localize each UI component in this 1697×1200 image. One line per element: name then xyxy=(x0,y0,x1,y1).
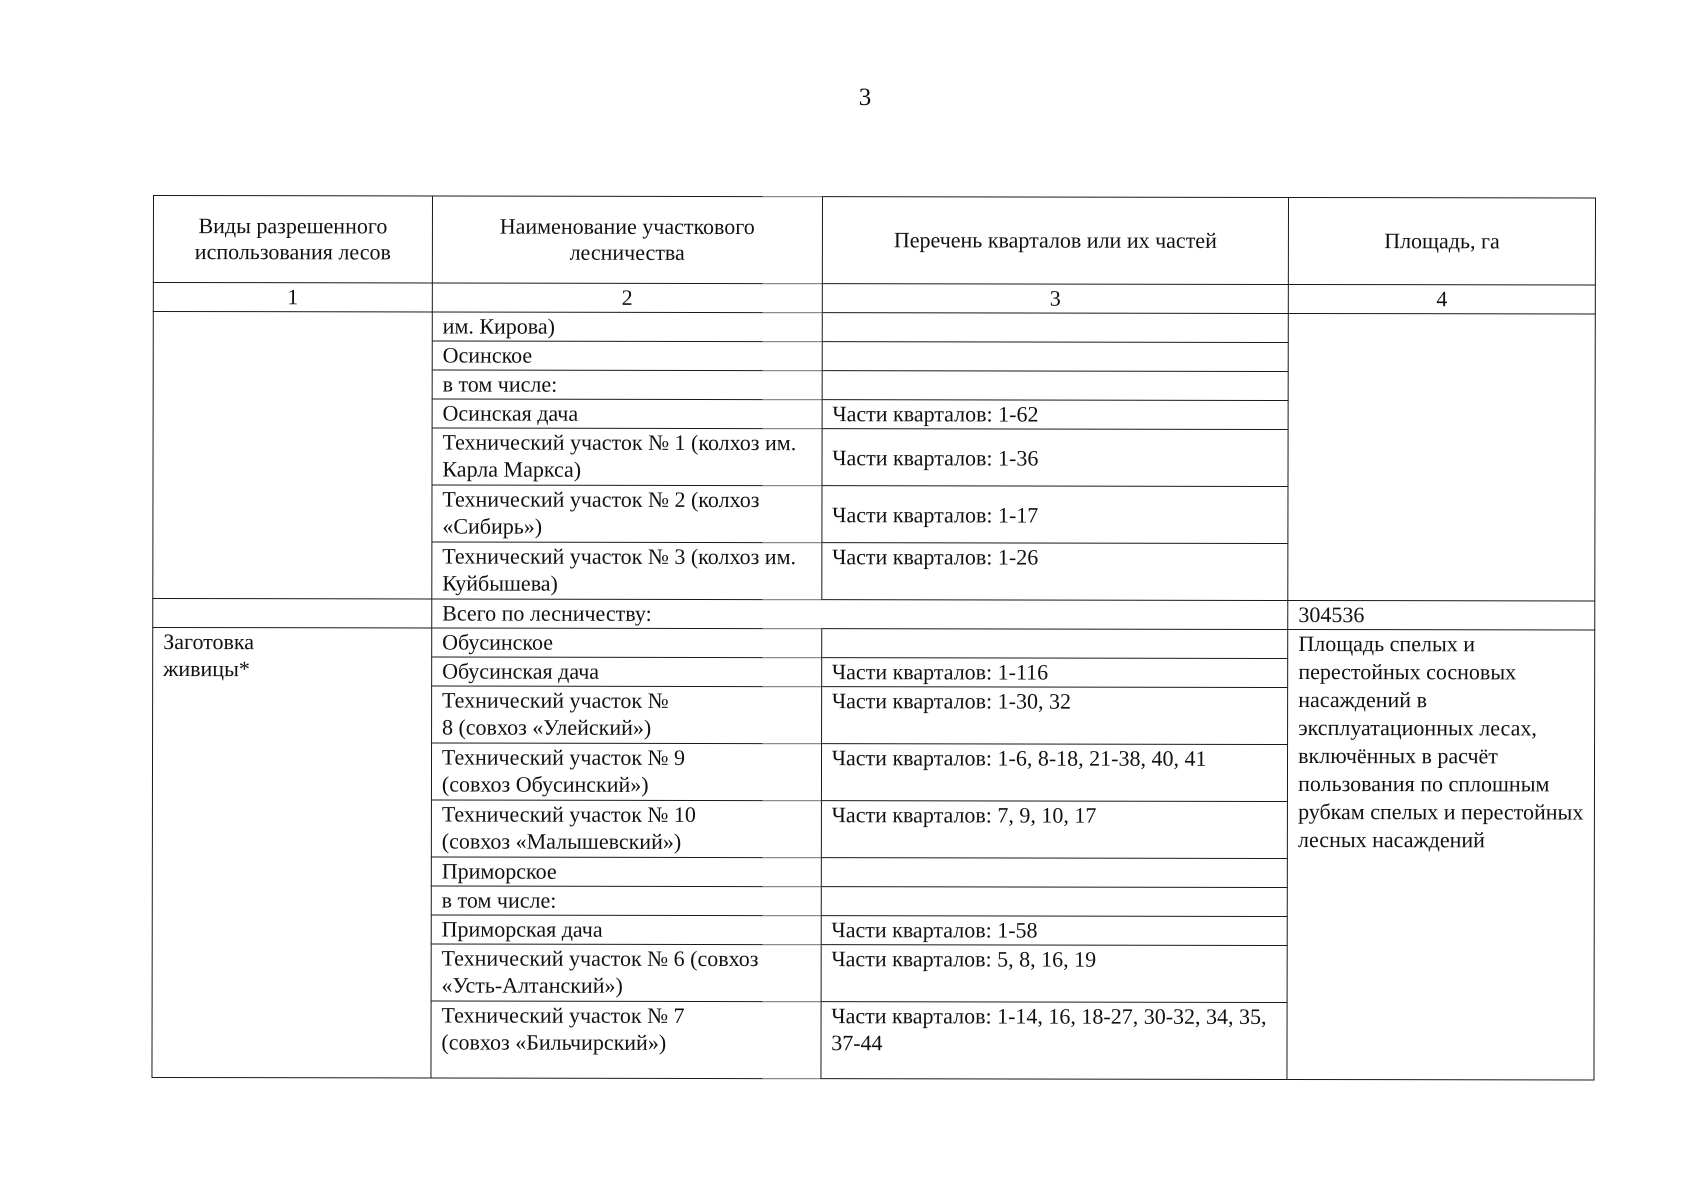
header-use-type: Виды разрешенного использования лесов xyxy=(153,196,432,283)
column-number: 1 xyxy=(153,283,432,312)
quarters-cell xyxy=(821,887,1287,917)
forestry-name-cell: Технический участок № 1 (колхоз им. Карла Маркса) xyxy=(432,428,822,486)
forestry-name-cell: Обусинское xyxy=(432,628,822,658)
use-type-cell-empty xyxy=(153,312,432,599)
forestry-name-cell: Технический участок № 9 (совхоз Обусинский») xyxy=(431,743,821,801)
forest-use-table xyxy=(151,195,1596,1081)
quarters-cell xyxy=(822,342,1288,372)
forestry-name-cell: Осинское xyxy=(432,341,822,371)
page-number: 3 xyxy=(858,84,872,111)
quarters-cell: Части кварталов: 1-14, 16, 18-27, 30-32, 34, 35, 37-44 xyxy=(821,1002,1288,1080)
quarters-cell: Части кварталов: 1-17 xyxy=(822,486,1289,544)
table-header-row xyxy=(153,196,1595,286)
header-forestry-name: Наименование участкового лесничества xyxy=(432,196,822,284)
quarters-cell: Части кварталов: 1-58 xyxy=(821,916,1287,946)
total-area: 304536 xyxy=(1288,600,1595,630)
column-number: 4 xyxy=(1288,284,1595,314)
header-quarters-list: Перечень кварталов или их частей xyxy=(822,197,1289,285)
forestry-name-cell: Технический участок № 7 (совхоз «Бильчирский») xyxy=(431,1001,821,1079)
quarters-cell: Части кварталов: 1-36 xyxy=(822,429,1289,487)
quarters-cell: Части кварталов: 1-116 xyxy=(821,658,1287,688)
quarters-cell: Части кварталов: 1-6, 8-18, 21-38, 40, 41 xyxy=(821,744,1288,802)
quarters-cell: Части кварталов: 1-26 xyxy=(822,543,1289,601)
forestry-name-cell: Осинская дача xyxy=(432,399,822,429)
total-label: Всего по лесничеству: xyxy=(432,599,1288,629)
quarters-cell: Части кварталов: 1-62 xyxy=(822,400,1288,430)
column-number-row xyxy=(153,283,1595,315)
use-type-cell-empty xyxy=(153,599,432,628)
forestry-name-cell: Технический участок № 2 (колхоз «Сибирь») xyxy=(432,485,822,543)
forestry-name-cell: Технический участок № 6 (совхоз «Усть-Алтанский») xyxy=(431,944,821,1002)
table-row xyxy=(153,628,1595,660)
forestry-name-cell: Приморская дача xyxy=(431,915,821,945)
quarters-cell xyxy=(822,313,1288,343)
quarters-cell xyxy=(821,858,1287,888)
table-row xyxy=(153,312,1595,344)
header-area: Площадь, га xyxy=(1289,197,1596,285)
forestry-name-cell: Технический участок № 8 (совхоз «Улейский») xyxy=(431,686,821,744)
forestry-name-cell: Приморское xyxy=(431,857,821,887)
forestry-name-cell: Обусинская дача xyxy=(432,657,822,687)
forestry-name-cell: им. Кирова) xyxy=(432,312,822,342)
column-number: 2 xyxy=(432,283,822,313)
quarters-cell xyxy=(821,629,1287,659)
forestry-name-cell: в том числе: xyxy=(432,370,822,400)
quarters-cell xyxy=(822,371,1288,401)
use-type-cell: Заготовка живицы* xyxy=(152,628,432,1078)
forestry-name-cell: в том числе: xyxy=(431,886,821,916)
quarters-cell: Части кварталов: 1-30, 32 xyxy=(821,687,1288,745)
area-cell-empty xyxy=(1288,313,1595,601)
area-note-cell: Площадь спелых и перестойных сосновых насаждений в эксплуатационных лесах, включённых в расчёт пользования по сплошным рубкам спелых и перестойных лесных насаждений xyxy=(1287,629,1595,1080)
total-row xyxy=(153,599,1595,631)
quarters-cell: Части кварталов: 7, 9, 10, 17 xyxy=(821,801,1288,859)
quarters-cell: Части кварталов: 5, 8, 16, 19 xyxy=(821,945,1288,1003)
column-number: 3 xyxy=(822,284,1288,314)
forestry-name-cell: Технический участок № 10 (совхоз «Малышевский») xyxy=(431,800,821,858)
forestry-name-cell: Технический участок № 3 (колхоз им. Куйбышева) xyxy=(432,542,822,600)
